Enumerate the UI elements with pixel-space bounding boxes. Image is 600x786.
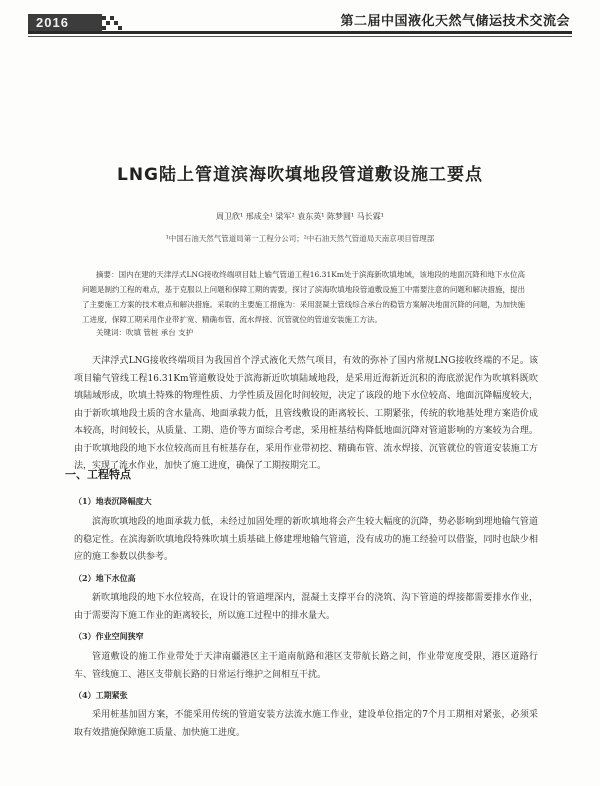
subsection-heading: （2）地下水位高 bbox=[74, 573, 136, 583]
abstract: 摘要：国内在建的天津浮式LNG接收终端项目陆上输气管道工程16.31Km处于滨海新吹填地域，该地段的地面沉降和地下水位高问题是制约工程的难点，基于克服以上问题和保障工期的需要，探讨了滨海吹填地段管道敷设施工中需要注意的问题和解决措施，提出了主要施工方案的技术难点和解决措施。采取的主要施工措施为：采用混凝土管线综合承台的稳管方案解决地面沉降的问题，为加快施工进度，保障工期采用作业带扩宽、精确布管、流水焊接、沉管就位的管道安装施工方法。 bbox=[82, 270, 525, 324]
page-header bbox=[0, 0, 600, 36]
decorative-dots-icon bbox=[100, 14, 128, 32]
section-heading: 一、工程特点 bbox=[65, 468, 131, 481]
year-badge: 2016 bbox=[28, 14, 102, 32]
subsection-paragraph: 滨海吹填地段的地面承载力低，未经过加固处理的新吹填地将会产生较大幅度的沉降，势必影响到埋地输气管道的稳定性。在滨海新吹填地段特殊吹填土质基础上修建埋地输气管道，没有成功的施工经验可以借鉴，同时也缺少相应的施工参数以供参考。 bbox=[74, 517, 538, 562]
header-rule bbox=[28, 31, 572, 34]
subsection-heading: （1）地表沉降幅度大 bbox=[74, 496, 152, 506]
article-title: LNG陆上管道滨海吹填地段管道敷设施工要点 bbox=[116, 165, 483, 185]
affiliations: ¹中国石油天然气管道局第一工程分公司；²中石油天然气管道局天南京项目管理部 bbox=[165, 234, 435, 243]
subsection-heading: （3）作业空间狭窄 bbox=[74, 631, 144, 641]
subsection-heading: （4）工期紧张 bbox=[74, 690, 128, 700]
intro-paragraph: 天津浮式LNG接收终端项目为我国首个浮式液化天然气项目，有效的弥补了国内常规LNG接收终端的不足。该项目输气管线工程16.31Km管道敷设处于滨海新近吹填陆域地段，是采用近海新近沉积的海底淤泥作为吹填料既吹填陆域形成，吹填土特殊的物理性质、力学性质及固化时间较短，决定了该段的地下水位较高、地面沉降幅度较大，由于新吹填地段土质的含水量高、地面承载力低，且管线敷设的距离较长、工期紧张，传统的软地基处理方案造价成本较高，时间较长，从质量、工期、造价等方面综合考虑，采用桩基结构降低地面沉降对管道影响的方案较为合理。由于吹填地段的地下水位较高而且有桩基存在，采用作业带初挖、精确布管、流水焊接、沉管就位的管道安装施工方法，实现了流水作业，加快了施工进度，确保了工期按期完工。 bbox=[74, 356, 538, 471]
author-list: 周卫欣¹ 邢成全¹ 梁军² 袁东英¹ 陈梦圆¹ 马长霖¹ bbox=[216, 212, 384, 221]
conference-title: 第二届中国液化天然气储运技术交流会 bbox=[340, 14, 570, 29]
subsection-paragraph: 管道敷设的施工作业带处于天津南疆港区主干道南航路和港区支带航长路之间，作业带宽度受限，港区道路行车、管线施工、港区支带航长路的日常运行维护之间相互干扰。 bbox=[74, 652, 538, 680]
header-rule-thin bbox=[28, 36, 572, 37]
subsection-paragraph: 采用桩基加固方案，不能采用传统的管道安装方法流水施工作业，建设单位指定的7个月工期相对紧张，必须采取有效措施保障施工质量、加快施工进度。 bbox=[74, 710, 538, 738]
subsection-paragraph: 新吹填地段的地下水位较高，在设计的管道埋深内，混凝土支撑平台的浇筑、沟下管道的焊接都需要排水作业，由于需要沟下施工作业的距离较长，所以施工过程中的排水量大。 bbox=[74, 593, 538, 621]
keywords: 关键词：吹填 管桩 承台 支护 bbox=[96, 328, 194, 337]
